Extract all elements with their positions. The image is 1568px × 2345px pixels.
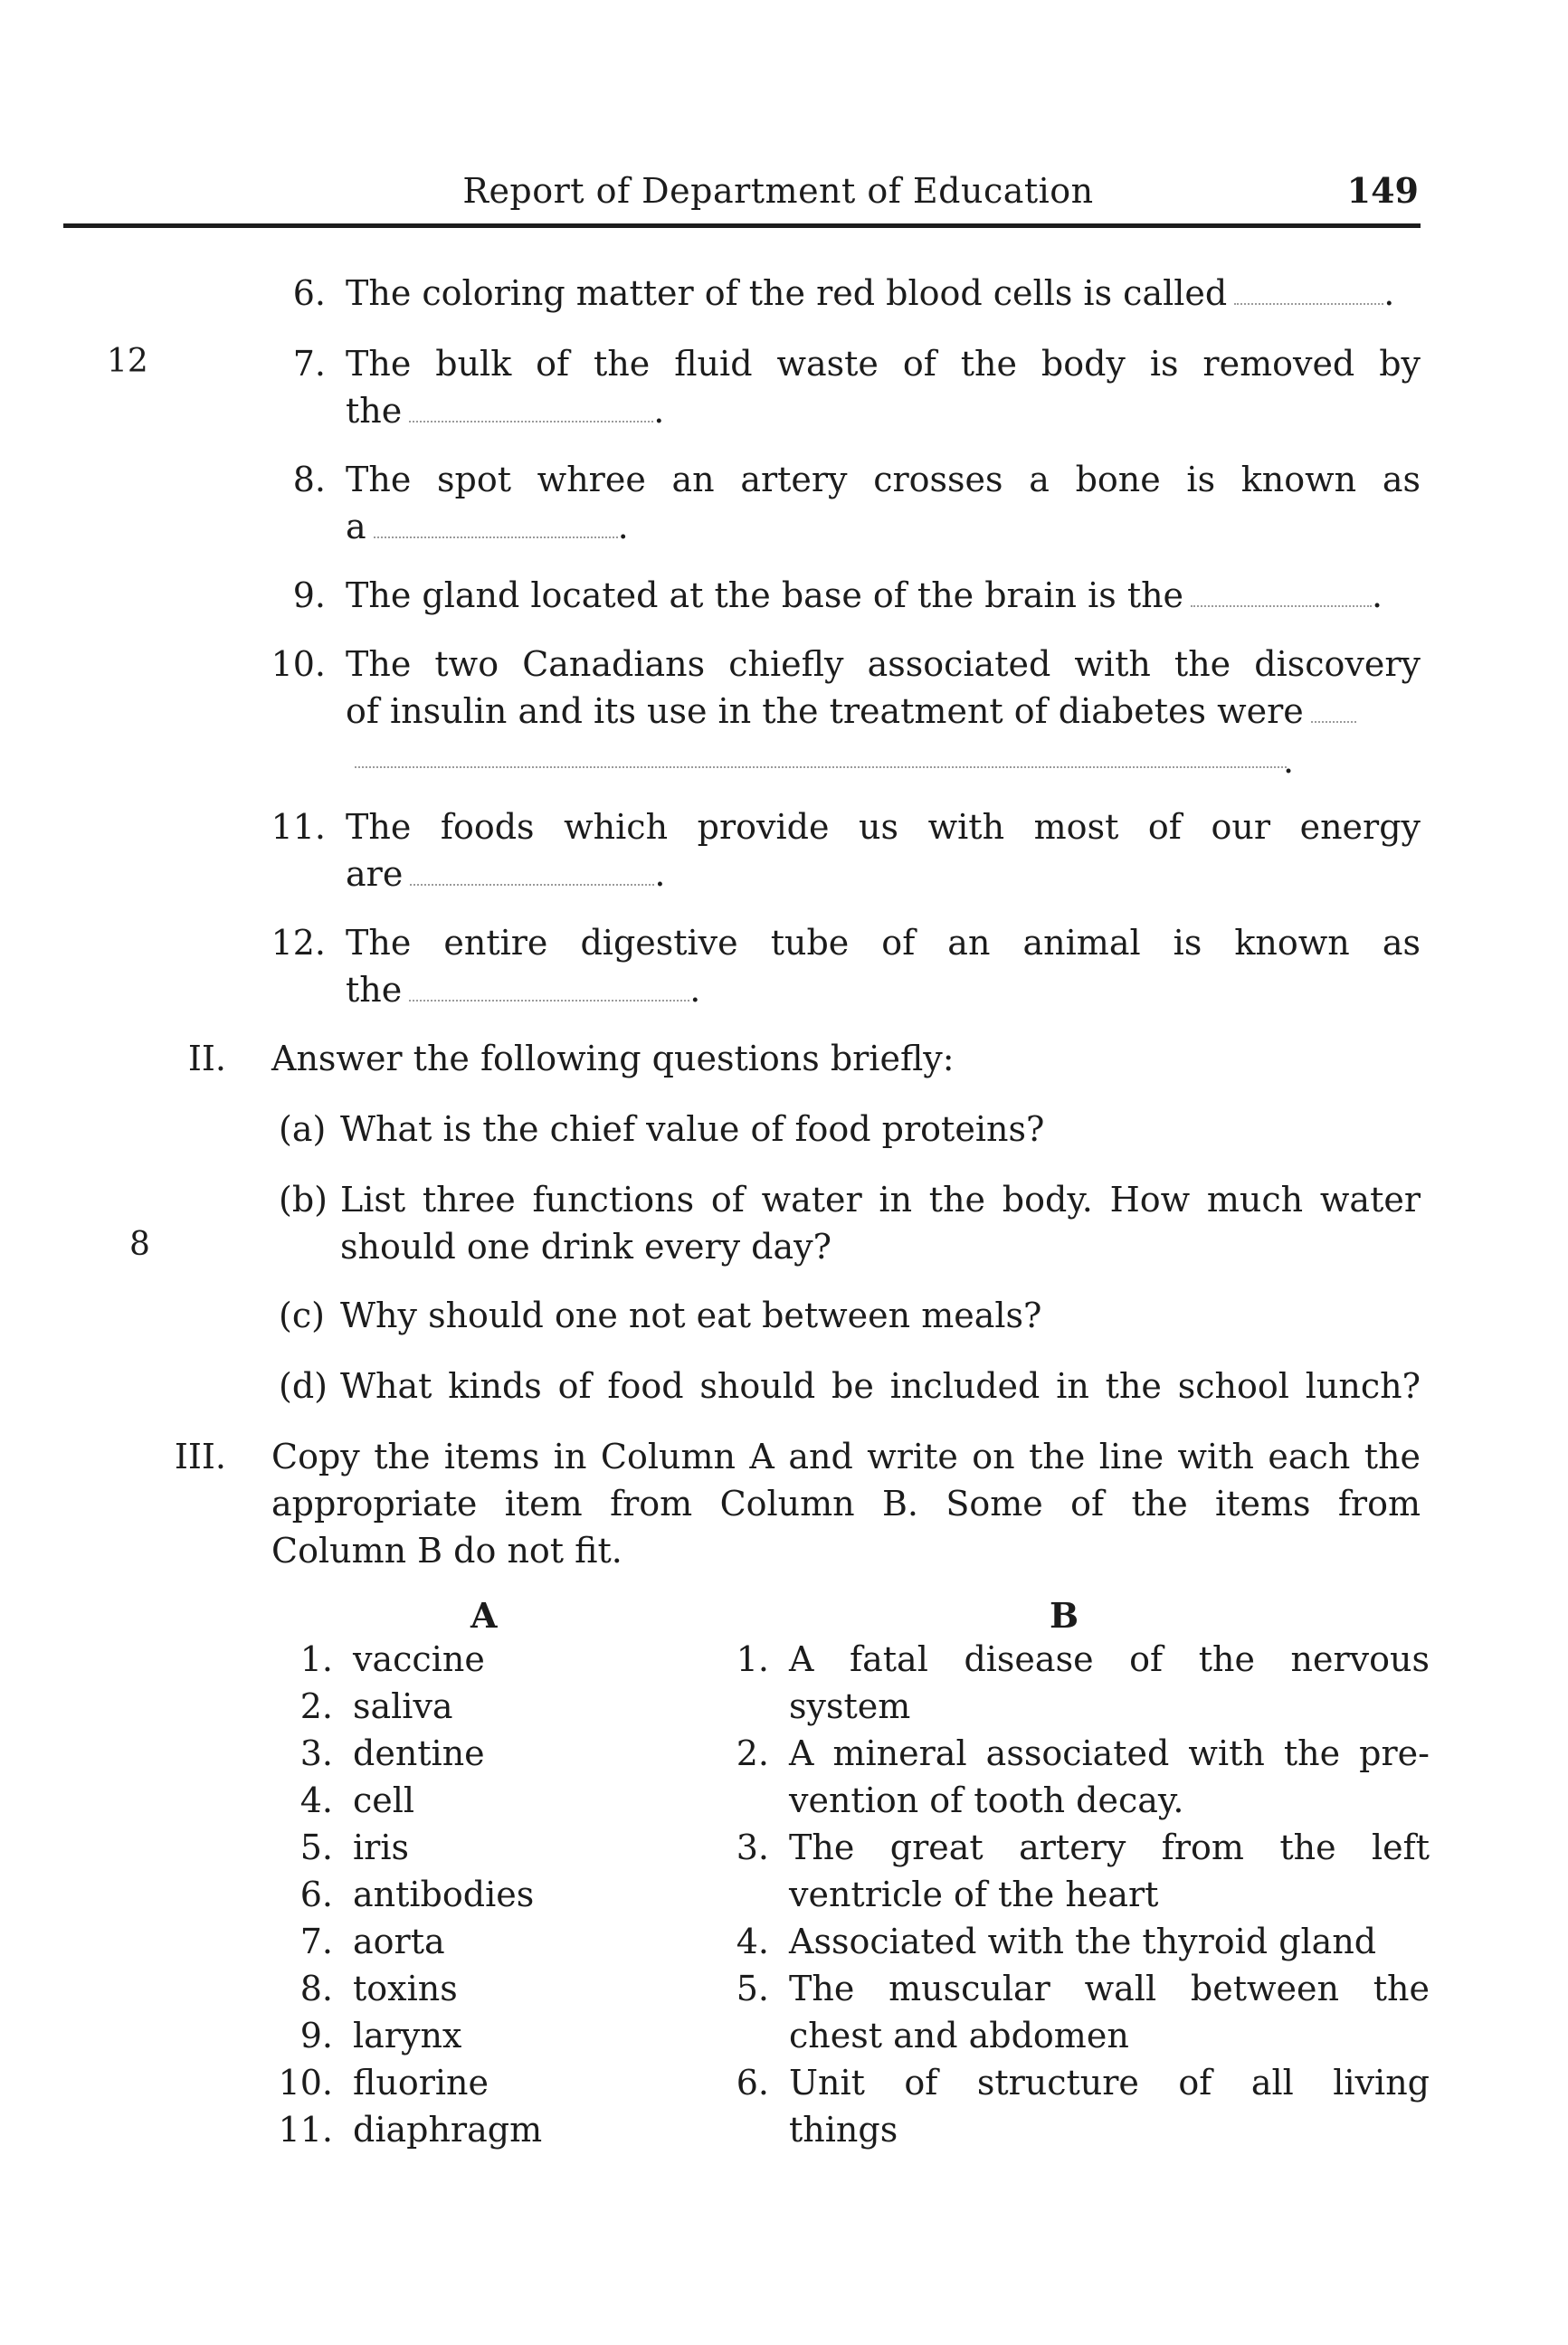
list-item: 3. The great artery from the left ventricle of the heart — [736, 1828, 1430, 1914]
list-item: 1. vaccine — [299, 1639, 485, 1679]
question-text: The foods which provide us with most of our energy are . — [346, 807, 1421, 894]
question-12 — [240, 919, 1421, 1013]
question-11 — [240, 803, 1421, 897]
answer-blank — [409, 395, 653, 422]
list-item: 2. saliva — [299, 1686, 453, 1726]
list-item: 11. diaphragm — [278, 2110, 543, 2150]
question-9 — [240, 572, 1421, 619]
list-item: 4. cell — [299, 1780, 415, 1820]
question-text: The spot whree an artery crosses a bone is known as a . — [346, 460, 1421, 546]
column-a-heading: A — [470, 1595, 498, 1636]
question-d — [279, 1362, 1421, 1410]
answer-blank — [374, 511, 618, 538]
column-b-list — [706, 1636, 1430, 2153]
answer-blank — [1234, 278, 1383, 305]
question-a — [279, 1106, 1421, 1153]
question-7 — [240, 340, 1421, 434]
question-text: What is the chief value of food proteins? — [340, 1109, 1045, 1149]
question-letter: (c) — [279, 1296, 325, 1335]
question-text: Why should one not eat between meals? — [340, 1296, 1042, 1335]
list-item: 1. A fatal disease of the nervous system — [736, 1639, 1430, 1726]
question-text: The bulk of the fluid waste of the body is removed by the . — [346, 344, 1421, 431]
list-item: 6. Unit of structure of all living things — [736, 2063, 1430, 2150]
answer-blank — [410, 859, 654, 886]
question-letter: (b) — [279, 1180, 328, 1220]
header-rule — [63, 223, 1421, 228]
question-text: The coloring matter of the red blood cells is called . — [346, 273, 1395, 313]
question-text: List three functions of water in the body. How much water should one drink every day? — [340, 1180, 1421, 1267]
answer-blank — [1311, 696, 1356, 723]
question-b — [279, 1176, 1421, 1270]
list-item: 8. toxins — [299, 1969, 458, 2008]
list-item: 4. Associated with the thyroid gland — [736, 1922, 1377, 1961]
list-item: 10. fluorine — [278, 2063, 489, 2103]
list-item: 6. antibodies — [299, 1875, 535, 1914]
column-a-list — [271, 1636, 651, 2153]
question-10-end: . — [1283, 741, 1295, 781]
question-text: The two Canadians chiefly associated with the discovery of insulin and its use in the treatment of diabetes were — [346, 644, 1421, 731]
list-item: 5. The muscular wall between the chest and abdomen — [736, 1969, 1430, 2055]
question-text: The gland located at the base of the brain is the . — [346, 575, 1383, 615]
question-number: 12. — [271, 923, 326, 963]
list-item: 7. aorta — [299, 1922, 445, 1961]
question-letter: (d) — [279, 1366, 328, 1406]
list-item: 2. A mineral associated with the pre- vention of tooth decay. — [736, 1733, 1430, 1820]
list-item: 3. dentine — [299, 1733, 485, 1773]
question-10 — [240, 641, 1421, 735]
list-item: 5. iris — [299, 1828, 409, 1867]
section-numeral: III. — [174, 1437, 226, 1476]
question-number: 10. — [271, 644, 326, 684]
section-2-heading — [127, 1035, 1421, 1082]
section-3-heading — [127, 1433, 1421, 1574]
margin-mark-section1: 12 — [107, 343, 148, 380]
question-text: The entire digestive tube of an animal is known as the . — [346, 923, 1421, 1010]
page-header — [63, 167, 1419, 220]
question-6 — [240, 270, 1421, 317]
question-number: 6. — [292, 273, 326, 313]
list-item: 9. larynx — [299, 2016, 462, 2055]
question-text: What kinds of food should be included in the school lunch? — [340, 1366, 1421, 1406]
page-number: 149 — [1346, 170, 1419, 211]
question-number: 11. — [271, 807, 326, 847]
running-head: Report of Department of Education — [462, 171, 1094, 211]
question-8 — [240, 456, 1421, 550]
section-instruction: Answer the following questions briefly: — [271, 1039, 955, 1078]
section-numeral: II. — [187, 1039, 226, 1078]
question-number: 9. — [292, 575, 326, 615]
question-number: 7. — [292, 344, 326, 384]
column-b-heading: B — [1050, 1595, 1079, 1636]
section-instruction: Copy the items in Column A and write on the line with each the appropriate item from Column B. Some of the items from Column B do not fit. — [271, 1437, 1421, 1571]
answer-blank — [409, 974, 689, 1002]
margin-mark-section2: 8 — [129, 1226, 150, 1263]
answer-blank-continuation — [355, 764, 1287, 768]
question-number: 8. — [292, 460, 326, 499]
answer-blank — [1191, 580, 1372, 607]
question-c — [279, 1292, 1421, 1339]
question-letter: (a) — [279, 1109, 327, 1149]
